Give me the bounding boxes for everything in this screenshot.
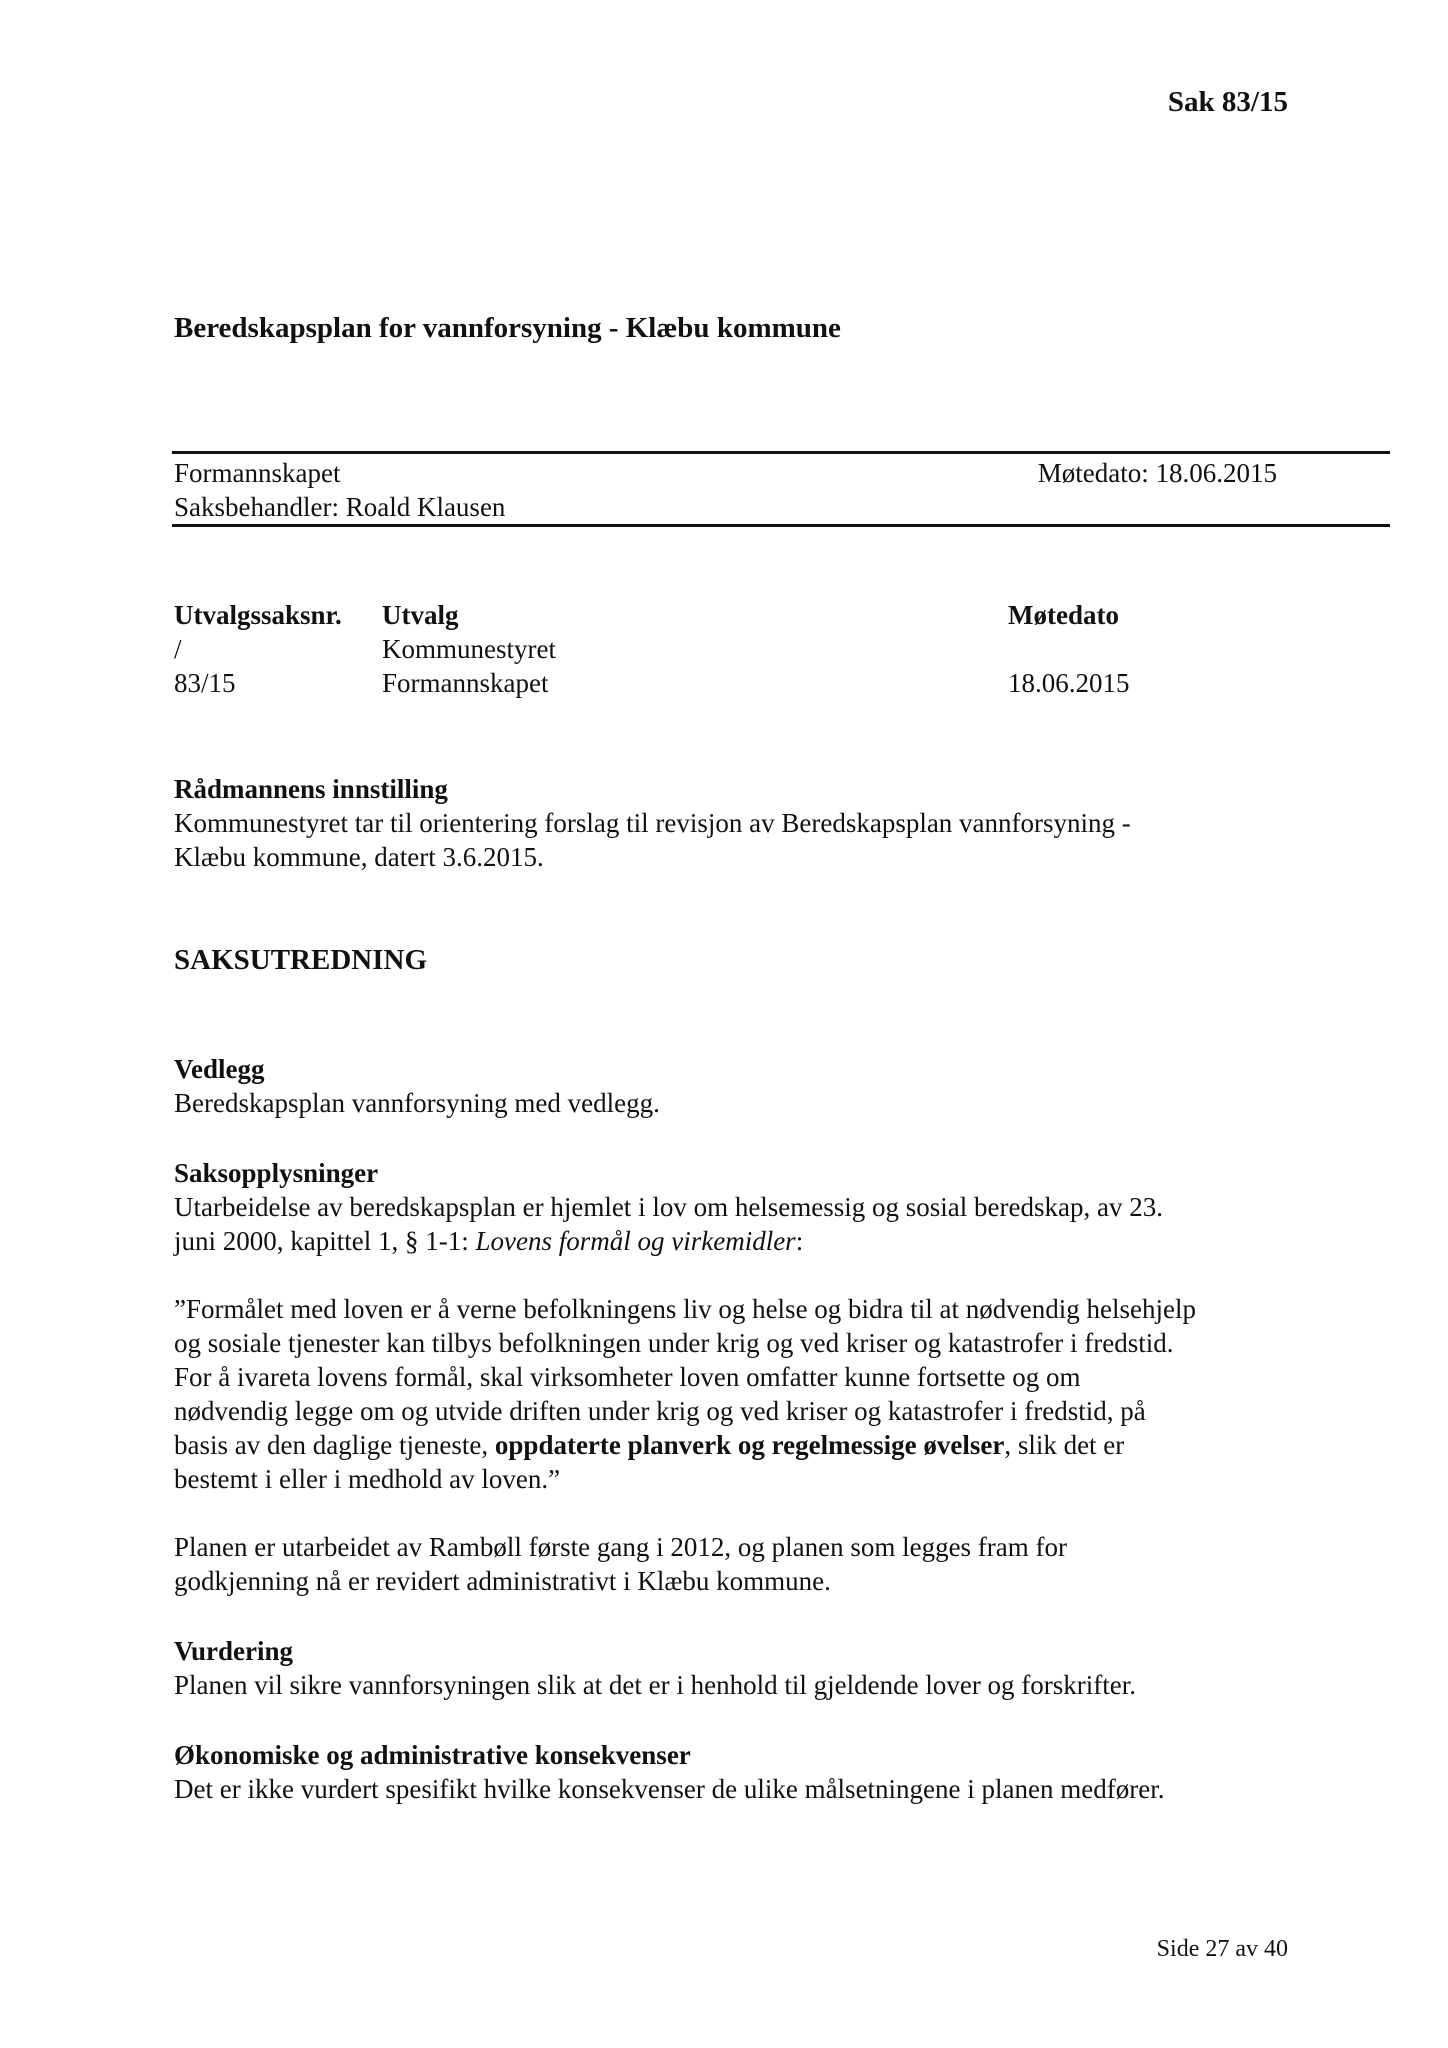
quote-line-5-suffix: , slik det er: [1004, 1430, 1125, 1460]
meeting-body: Formannskapet: [174, 458, 341, 488]
attachments-heading: Vedlegg: [174, 1054, 265, 1084]
row1-case-no: /: [174, 634, 182, 664]
plan-line-1: Planen er utarbeidet av Rambøll første gang i 2012, og planen som legges fram for: [174, 1532, 1068, 1562]
row1-committee: Kommunestyret: [382, 634, 556, 664]
case-number: Sak 83/15: [1167, 86, 1288, 118]
document-title: Beredskapsplan for vannforsyning - Klæbu kommune: [174, 312, 841, 344]
case-handler: Saksbehandler: Roald Klausen: [174, 492, 506, 522]
recommendation-heading: Rådmannens innstilling: [174, 774, 448, 804]
header-committee: Utvalg: [382, 600, 459, 630]
consequences-heading: Økonomiske og administrative konsekvenser: [174, 1740, 691, 1770]
law-purpose-italic: Lovens formål og virkemidler: [475, 1226, 796, 1256]
meeting-date: Møtedato: 18.06.2015: [1037, 458, 1277, 488]
recommendation-line-1: Kommunestyret tar til orientering forslag til revisjon av Beredskapsplan vannforsyning -: [174, 808, 1131, 838]
quote-line-2: og sosiale tjenester kan tilbys befolkningen under krig og ved kriser og katastrofer i fredstid.: [174, 1328, 1174, 1358]
case-info-line-1: Utarbeidelse av beredskapsplan er hjemlet i lov om helsemessig og sosial beredskap, av 23.: [174, 1192, 1163, 1222]
recommendation-line-2: Klæbu kommune, datert 3.6.2015.: [174, 842, 544, 872]
case-info-heading: Saksopplysninger: [174, 1158, 379, 1188]
consequences-text: Det er ikke vurdert spesifikt hvilke konsekvenser de ulike målsetningene i planen medfører.: [174, 1774, 1165, 1804]
quote-line-1: ”Formålet med loven er å verne befolkningens liv og helse og bidra til at nødvendig helsehjelp: [174, 1294, 1196, 1324]
row2-case-no: 83/15: [174, 668, 236, 698]
bottom-rule: [172, 524, 1390, 527]
case-info-line-2-suffix: :: [795, 1226, 804, 1256]
page-number: Side 27 av 40: [1156, 1936, 1288, 1962]
quote-line-4: nødvendig legge om og utvide driften under krig og ved kriser og katastrofer i fredstid, på: [174, 1396, 1146, 1426]
quote-line-5-prefix: basis av den daglige tjeneste,: [174, 1430, 495, 1460]
quote-line-5: [174, 1428, 1124, 1462]
plan-line-2: godkjenning nå er revidert administrativt i Klæbu kommune.: [174, 1566, 831, 1596]
header-meeting-date: Møtedato: [1008, 600, 1119, 630]
row2-meeting-date: 18.06.2015: [1008, 668, 1130, 698]
case-info-line-2: [174, 1224, 803, 1258]
section-title: SAKSUTREDNING: [174, 944, 427, 976]
header-case-no: Utvalgssaksnr.: [174, 600, 342, 630]
assessment-text: Planen vil sikre vannforsyningen slik at det er i henhold til gjeldende lover og forskrifter.: [174, 1670, 1137, 1700]
top-rule: [172, 451, 1390, 454]
case-info-line-2-prefix: juni 2000, kapittel 1, § 1-1:: [174, 1226, 476, 1256]
assessment-heading: Vurdering: [174, 1636, 294, 1666]
quote-line-5-bold: oppdaterte planverk og regelmessige øvelser: [494, 1430, 1005, 1460]
attachments-text: Beredskapsplan vannforsyning med vedlegg.: [174, 1088, 660, 1118]
quote-line-3: For å ivareta lovens formål, skal virksomheter loven omfatter kunne fortsette og om: [174, 1362, 1081, 1392]
quote-line-6: bestemt i eller i medhold av loven.”: [174, 1464, 561, 1494]
row2-committee: Formannskapet: [382, 668, 549, 698]
